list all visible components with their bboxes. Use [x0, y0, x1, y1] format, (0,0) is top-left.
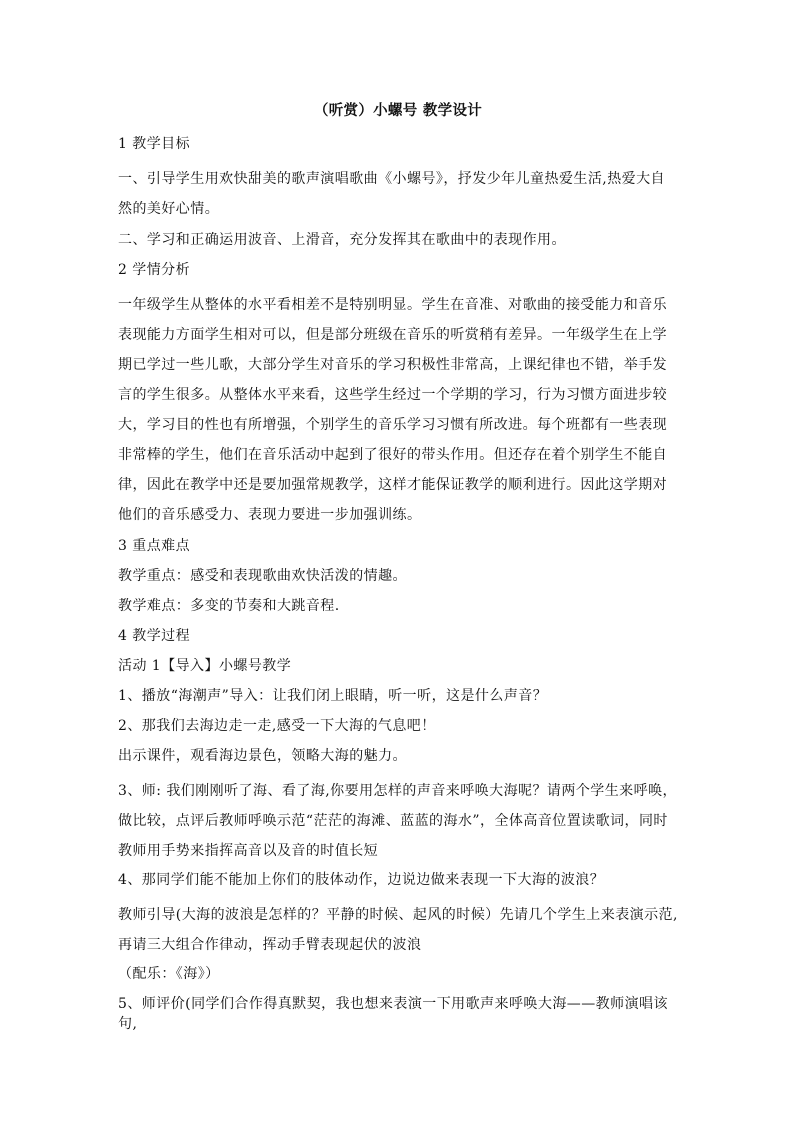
process-step-4-music: （配乐：《海》） — [118, 966, 220, 982]
process-step-4-note: 教师引导(大海的波浪是怎样的？平静的时候、起风的时候）先请几个学生上来表演示范,再请三大组合作律动，挥动手臂表现起伏的波浪 — [118, 907, 678, 953]
section-heading-objectives: 1 教学目标 — [118, 136, 191, 152]
document-title: （听赏）小螺号 教学设计 — [313, 102, 483, 119]
process-step-5: 5、师评价(同学们合作得真默契，我也想来表演一下用歌声来呼唤大海——教师演唱该句, — [118, 996, 668, 1032]
objective-paragraph-2: 二、学习和正确运用波音、上滑音，充分发挥其在歌曲中的表现作用。 — [118, 232, 566, 248]
difficult-point-paragraph: 教学难点：多变的节奏和大跳音程. — [118, 598, 340, 614]
key-point-paragraph: 教学重点：感受和表现歌曲欢快活泼的情趣。 — [118, 568, 407, 584]
section-heading-analysis: 2 学情分析 — [118, 262, 191, 278]
activity-heading: 活动 1【导入】小螺号教学 — [118, 658, 292, 674]
process-step-2: 2、那我们去海边走一走,感受一下大海的气息吧！ — [118, 718, 436, 734]
section-heading-key-points: 3 重点难点 — [118, 538, 191, 554]
section-heading-process: 4 教学过程 — [118, 628, 191, 644]
process-step-4: 4、那同学们能不能加上你们的肢体动作，边说边做来表现一下大海的波浪？ — [118, 872, 605, 888]
analysis-paragraph: 一年级学生从整体的水平看相差不是特别明显。学生在音准、对歌曲的接受能力和音乐表现能力方面学生相对可以，但是部分班级在音乐的听赏稍有差异。一年级学生在上学期已学过一些儿歌，大部分学生对音乐的学习积极性非常高，上课纪律也不错，举手发言的学生很多。从整体水平来看，这些学生经过一个学期的学习，行为习惯方面进步较大，学习目的性也有所增强，个别学生的音乐学习习惯有所改进。每个班都有一些表现非常棒的学生，他们在音乐活动中起到了很好的带头作用。但还存在着个别学生不能自律，因此在教学中还是要加强常规教学，这样才能保证教学的顺利进行。因此这学期对他们的音乐感受力、表现力要进一步加强训练。 — [118, 297, 668, 523]
process-step-3: 3、师: 我们刚刚听了海、看了海,你要用怎样的声音来呼唤大海呢？请两个学生来呼唤，做比较，点评后教师呼唤示范“茫茫的海滩、蓝蓝的海水”，全体高音位置读歌词，同时教师用手势来指挥高音以及音的时值长短 — [118, 783, 677, 859]
process-step-2-note: 出示课件，观看海边景色，领略大海的魅力。 — [118, 748, 407, 764]
document-body — [118, 101, 678, 1044]
process-step-1: 1、播放“海潮声”导入：让我们闭上眼睛，听一听，这是什么声音？ — [118, 688, 548, 704]
objective-paragraph-1: 一、引导学生用欢快甜美的歌声演唱歌曲《小螺号》，抒发少年儿童热爱生活,热爱大自然的美好心情。 — [118, 171, 665, 217]
